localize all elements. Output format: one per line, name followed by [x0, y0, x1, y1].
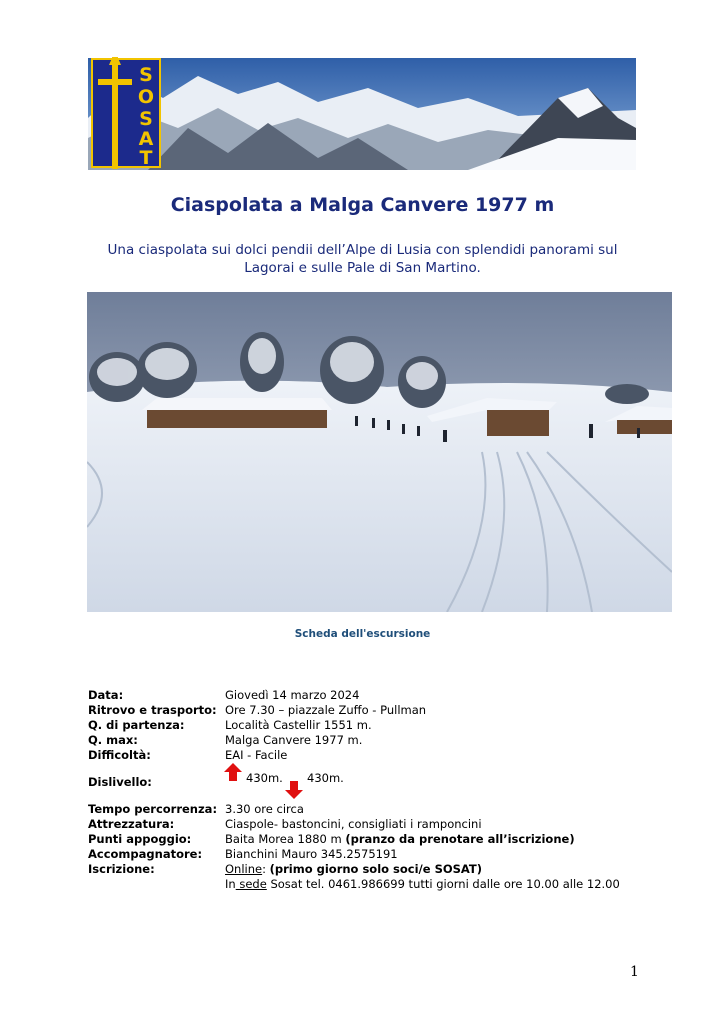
appoggio-label: Punti appoggio: [88, 832, 192, 846]
tempo-label: Tempo percorrenza: [88, 802, 218, 816]
header-banner-image [88, 58, 636, 170]
arrow-down-icon [285, 781, 303, 803]
sede-link[interactable]: sede [235, 877, 267, 891]
page-subtitle: Una ciaspolata sui dolci pendii dell’Alpe di Lusia con splendidi panorami sul Lagorai e sulle Pale di San Martino. [107, 242, 618, 276]
data-label: Data: [88, 688, 124, 702]
dislivello-label: Dislivello: [88, 775, 152, 789]
svg-text:S: S [139, 64, 153, 86]
max-value: Malga Canvere 1977 m. [225, 733, 363, 747]
appoggio-note: (pranzo da prenotare all’iscrizione) [345, 832, 575, 846]
accompagnatore-label: Accompagnatore: [88, 847, 203, 861]
ritrovo-label: Ritrovo e trasporto: [88, 703, 217, 717]
iscrizione-label: Iscrizione: [88, 862, 155, 876]
page-title: Ciaspolata a Malga Canvere 1977 m [170, 194, 555, 216]
online-note: (primo giorno solo soci/e SOSAT) [269, 862, 483, 876]
data-value: Giovedì 14 marzo 2024 [225, 688, 360, 702]
difficolta-value: EAI - Facile [225, 748, 288, 762]
max-label: Q. max: [88, 733, 138, 747]
dislivello-down-value: 430m. [307, 771, 344, 785]
online-link[interactable]: Online [225, 862, 263, 876]
accompagnatore-value: Bianchini Mauro 345.2575191 [225, 847, 398, 861]
attrezzatura-label: Attrezzatura: [88, 817, 175, 831]
partenza-label: Q. di partenza: [88, 718, 185, 732]
sede-pre: In [225, 877, 236, 891]
iscrizione-online-wrap [225, 862, 482, 876]
difficolta-label: Difficoltà: [88, 748, 151, 762]
svg-text:S: S [139, 108, 153, 130]
page-number: 1 [630, 964, 639, 980]
svg-text:A: A [138, 128, 154, 150]
appoggio-value-wrap [225, 832, 575, 846]
iscrizione-sede-wrap [225, 877, 620, 891]
sede-rest: Sosat tel. 0461.986699 tutti giorni dalle ore 10.00 alle 12.00 [266, 877, 620, 891]
ritrovo-value: Ore 7.30 – piazzale Zuffo - Pullman [225, 703, 427, 717]
arrow-up-icon [224, 763, 242, 785]
online-sep: : [262, 862, 270, 876]
svg-text:T: T [139, 147, 153, 169]
partenza-value: Località Castellir 1551 m. [225, 718, 372, 732]
excursion-caption: Scheda dell'escursione [294, 628, 431, 640]
svg-text:O: O [137, 86, 155, 108]
tempo-value: 3.30 ore circa [225, 802, 304, 816]
attrezzatura-value: Ciaspole- bastoncini, consigliati i ramponcini [225, 817, 482, 831]
snowshoe-photo [87, 292, 672, 612]
sosat-logo [90, 57, 162, 169]
appoggio-value: Baita Morea 1880 m [225, 832, 346, 846]
dislivello-up-value: 430m. [246, 771, 283, 785]
